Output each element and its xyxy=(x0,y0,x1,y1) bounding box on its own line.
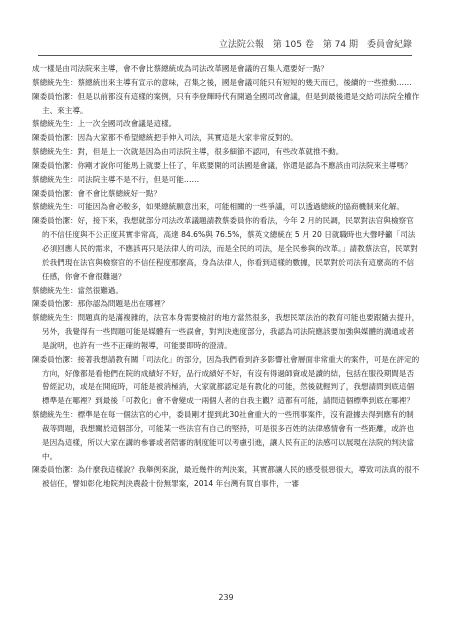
transcript-paragraph: 蔡總統先生：對，但是上一次就是因為由司法院主導，很多細節不認同，有些改革就推不動。 xyxy=(32,147,344,157)
page-number: 239 xyxy=(218,593,234,602)
transcript-paragraph: 蔡總統先生：問題真的是滿複雜的，法官本身需要檢討的地方當然很多，我想民眾法治的教育可能也要跟隨去提升，另外，我覺得有一些問題可能是媒體有一些誤會，對判決進度部分，我認為司法院應該要加強與媒體的溝通或者是說明，也許有一些不正確的報導，可能要即時的澄清。 xyxy=(32,313,420,350)
transcript-paragraph: 陳委員怡潔：那你認為問題是出在哪裡？ xyxy=(32,299,169,309)
transcript-body xyxy=(32,62,420,491)
header-divider xyxy=(38,55,412,56)
transcript-paragraph: 陳委員怡潔：你剛才說你可能馬上就要上任了，年底要開的司法國是會議，你還是認為不應該由司法院來主導嗎？ xyxy=(32,160,412,170)
transcript-paragraph: 蔡總統先生：標準是在每一個法官的心中，委員剛才提到此30社會重大的一些刑事案件，沒有證據去得到應有的制裁等問題，我想關於這個部分，可能某一些法官有自己的堅持，可是很多百姓的法律感情會有一些距離，或許也是因為這樣，所以大家在講的參審或者陪審的制度能可以考慮引進，讓人民有正的法感可以展現在法院的判決當中。 xyxy=(32,410,415,461)
page-header: 立法院公報 第 105 卷 第 74 期 委員會紀錄 xyxy=(218,40,412,50)
transcript-paragraph: 蔡總統先生：可能因為會必較多，如果總統願意出來，可能相關的一些爭議，可以透過總統的協商機制來化解。 xyxy=(32,202,405,212)
transcript-paragraph: 陳委員怡潔：但是以前都沒有這樣的案例，只有李登輝時代有開過全國司改會議，但是到最後還是交給司法院全權作主、來主導。 xyxy=(32,91,420,115)
transcript-paragraph: 陳委員怡潔：會不會比蔡總統好一點？ xyxy=(32,188,162,198)
transcript-paragraph: 蔡總統先生：司法院主導不是不行，但是可能…… xyxy=(32,174,200,184)
transcript-paragraph: 成一樣是由司法院來主導，會不會比蔡總統成為司法改革國是會議的召集人還要好一點？ xyxy=(32,64,329,73)
transcript-paragraph: 陳委員怡潔：因為大家都不希望總統把手伸入司法，其實這是大家非常反對的。 xyxy=(32,133,298,143)
transcript-paragraph: 陳委員怡潔：接著我想請教有關「司法化」的部分，因為我們看到許多影響社會層面非常重大的案件，可是在評定的方向，好像都是看他們在院的成績好不好，品行成績好不好，有沒有得過師資或是讀的結，包括在服役期間是否曾經記功，或是在開庭時，可能是被消極消，大家就都認定是有教化的可能，然後就輕判了，我想請問到底這個標準是在哪裡？到最後「可教化」會不會變成一兩個人者的自我主觀？這都有可能，請問這個標準到底在哪裡？ xyxy=(32,354,420,406)
transcript-paragraph: 蔡總統先生：當然很難過。 xyxy=(32,285,124,295)
transcript-paragraph: 蔡總統先生：上一次全國司改會議是這樣。 xyxy=(32,119,177,129)
transcript-paragraph: 陳委員怡潔：為什麼我這樣說？我舉例來說，最近幾件的判決案，其實都讓人民的感受很惡很大，導致司法真的很不被信任，譬如彰化地院判決農殺十份無罪案，2014 年台灣有買自事件，一審 xyxy=(32,465,420,489)
transcript-paragraph: 蔡總統先生：蔡總統出來主導有宣示的意味，召集之後，國是會議可能只有短短的幾天而已，後續的一些推動…… xyxy=(32,77,412,87)
transcript-paragraph: 陳委員怡潔：好，接下來，我想就部分司法改革議題請教蔡委員你的看法，今年 2 月的民調，民眾對法官與檢察官的不信任度與不公正度其實非常高，高達 84.6%與 76.5%，蔡英文總統在 5 月 20 日就職時也大聲呼籲「司法必須回應人民的需求，不應該再只是法律人的司法，而是全民的司法，是全民參與的改革。」請教蔡法官，民眾對於我們現在法官與檢察官的不信任程度那麼高，身為法律人，你看到這樣的數據，民眾對於司法有這麼高的不信任感，你會不會很難過？ xyxy=(32,216,418,281)
